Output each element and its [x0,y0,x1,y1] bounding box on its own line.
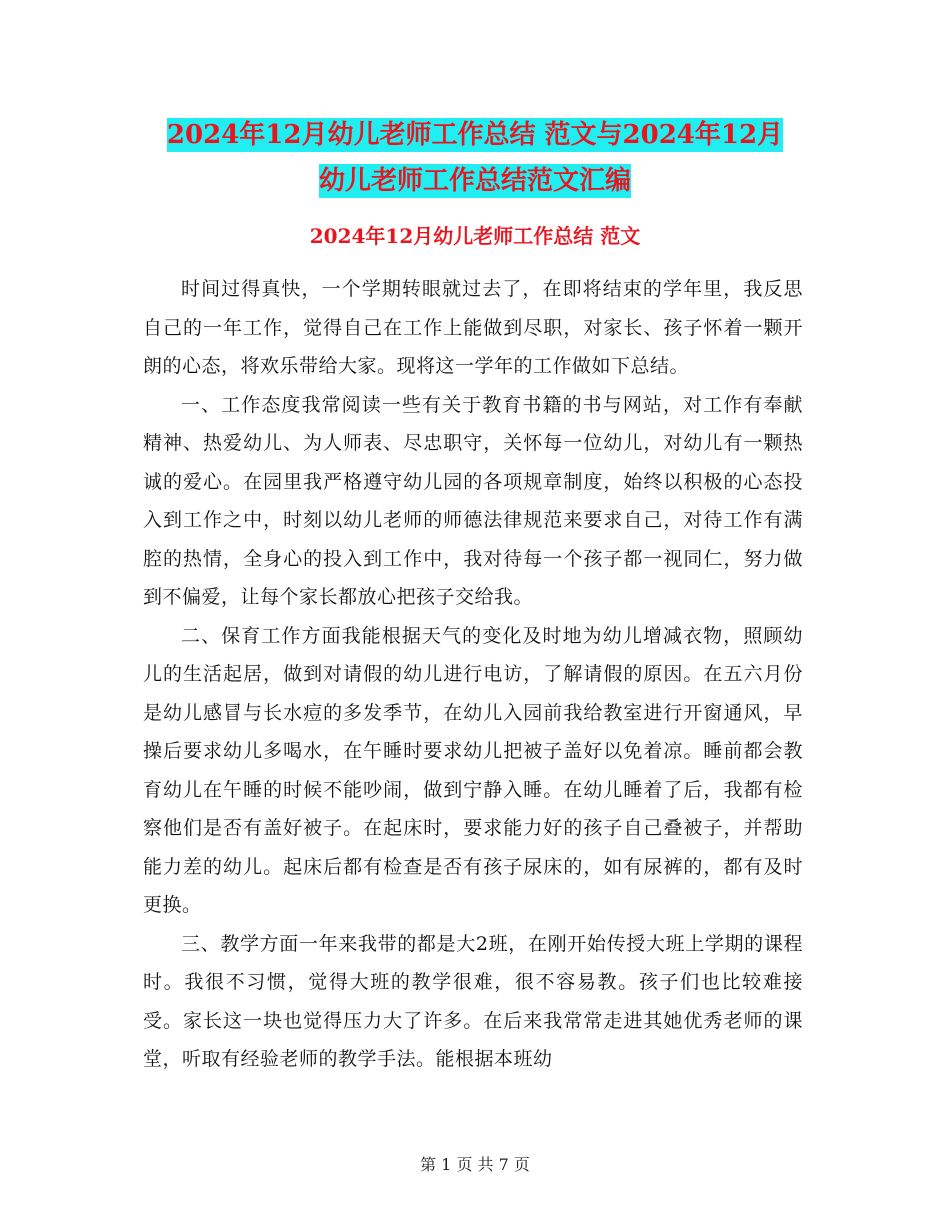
section-title: 2024年12月幼儿老师工作总结 范文 [309,224,641,248]
page-footer: 第 1 页 共 7 页 [420,1155,530,1174]
paragraph: 二、保育工作方面我能根据天气的变化及时地为幼儿增减衣物，照顾幼儿的生活起居，做到对请假的幼儿进行电访，了解请假的原因。在五六月份是幼儿感冒与长水痘的多发季节，在幼儿入园前我给教室进行开窗通风，早操后要求幼儿多喝水，在午睡时要求幼儿把被子盖好以免着凉。睡前都会教育幼儿在午睡的时候不能吵闹，做到宁静入睡。在幼儿睡着了后，我都有检察他们是否有盖好被子。在起床时，要求能力好的孩子自己叠被子，并帮助能力差的幼儿。起床后都有检查是否有孩子尿床的，如有尿裤的，都有及时更换。 [143,624,803,916]
document-title-line-2: 幼儿老师工作总结范文汇编 [318,166,631,196]
paragraph: 一、工作态度我常阅读一些有关于教育书籍的书与网站，对工作有奉献精神、热爱幼儿、为人师表、尽忠职守，关怀每一位幼儿，对幼儿有一颗热诚的爱心。在园里我严格遵守幼儿园的各项规章制度，始终以积极的心态投入到工作之中，时刻以幼儿老师的师德法律规范来要求自己，对待工作有满腔的热情，全身心的投入到工作中，我对待每一个孩子都一视同仁，努力做到不偏爱，让每个家长都放心把孩子交给我。 [143,393,803,608]
paragraph: 时间过得真快，一个学期转眼就过去了，在即将结束的学年里，我反思自己的一年工作，觉得自己在工作上能做到尽职，对家长、孩子怀着一颗开朗的心态，将欢乐带给大家。现将这一学年的工作做如下总结。 [143,278,803,377]
document-title [100,112,850,204]
document-title-line-1: 2024年12月幼儿老师工作总结 范文与2024年12月 [166,120,784,150]
paragraph: 三、教学方面一年来我带的都是大2班，在刚开始传授大班上学期的课程时。我很不习惯，觉得大班的教学很难，很不容易教。孩子们也比较难接受。家长这一块也觉得压力大了许多。在后来我常常走进其她优秀老师的课堂，听取有经验老师的教学手法。能根据本班幼 [143,932,803,1070]
document-body [143,270,803,1079]
